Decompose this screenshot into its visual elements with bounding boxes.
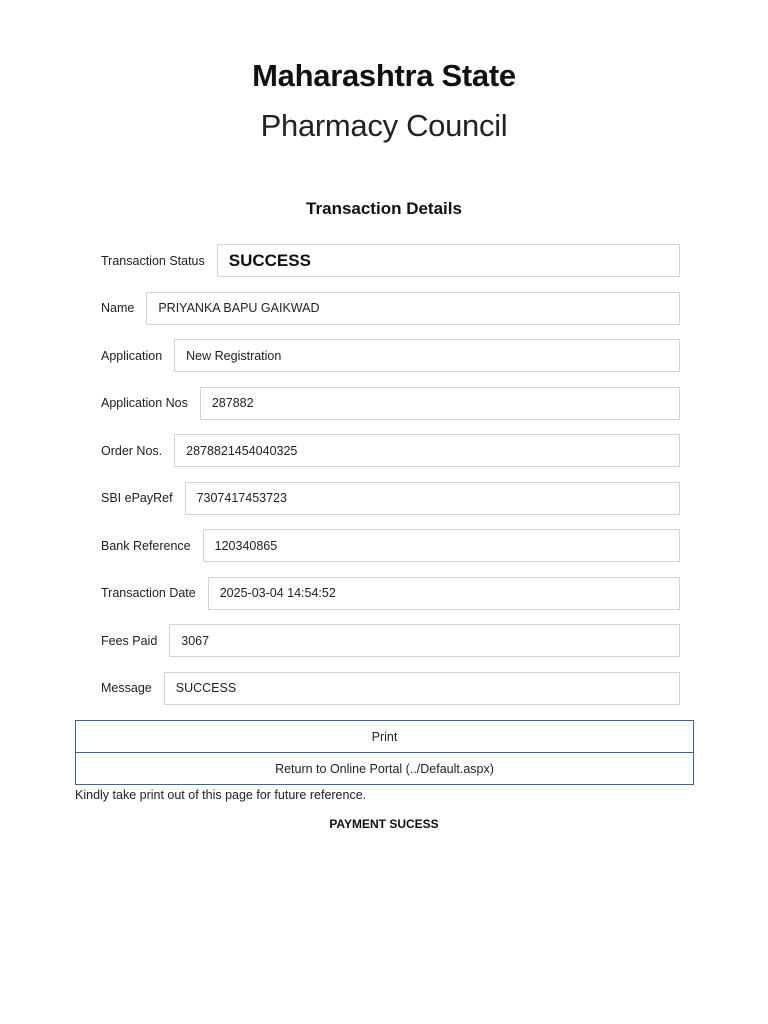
transaction-date-label: Transaction Date — [101, 586, 196, 600]
fees-paid-field: 3067 — [169, 624, 680, 657]
row-order-nos — [101, 434, 680, 467]
row-fees-paid — [101, 624, 680, 657]
row-sbi-epayref — [101, 482, 680, 515]
payment-status-text: PAYMENT SUCESS — [329, 817, 439, 831]
transaction-date-field: 2025-03-04 14:54:52 — [208, 577, 680, 610]
transaction-details-form — [101, 244, 680, 719]
message-field: SUCCESS — [164, 672, 680, 705]
row-transaction-status — [101, 244, 680, 277]
bank-reference-field: 120340865 — [203, 529, 680, 562]
print-button[interactable]: Print — [76, 721, 693, 752]
fees-paid-label: Fees Paid — [101, 633, 158, 648]
print-reminder-note: Kindly take print out of this page for future reference. — [75, 788, 367, 802]
section-title: Transaction Details — [306, 199, 462, 218]
row-application-nos — [101, 387, 680, 420]
org-title: Maharashtra State — [252, 58, 516, 93]
org-subtitle: Pharmacy Council — [260, 108, 508, 143]
order-nos-label: Order Nos. — [101, 443, 163, 458]
row-name — [101, 292, 680, 325]
application-nos-field: 287882 — [200, 387, 680, 420]
message-label: Message — [101, 681, 152, 695]
row-message — [101, 672, 680, 705]
name-label: Name — [101, 301, 135, 315]
return-to-portal-button[interactable]: Return to Online Portal (../Default.aspx) — [76, 752, 693, 784]
sbi-epayref-label: SBI ePayRef — [101, 491, 173, 505]
name-field: PRIYANKA BAPU GAIKWAD — [146, 292, 680, 325]
action-buttons — [75, 720, 694, 785]
order-nos-field: 2878821454040325 — [174, 434, 680, 467]
sbi-epayref-field: 7307417453723 — [185, 482, 680, 515]
transaction-status-field: SUCCESS — [217, 244, 680, 277]
row-transaction-date — [101, 577, 680, 610]
application-nos-label: Application Nos — [101, 396, 188, 410]
row-bank-reference — [101, 529, 680, 562]
application-field: New Registration — [174, 339, 680, 372]
application-label: Application — [101, 348, 163, 363]
transaction-status-label: Transaction Status — [101, 253, 205, 268]
row-application — [101, 339, 680, 372]
bank-reference-label: Bank Reference — [101, 538, 191, 553]
